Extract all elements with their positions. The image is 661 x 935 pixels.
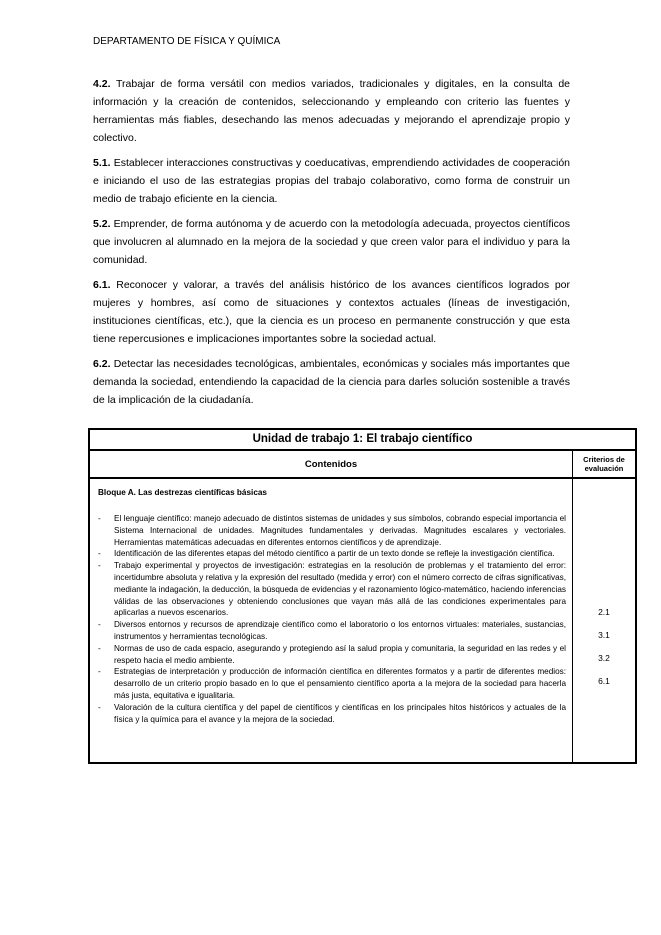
table-header-row	[90, 451, 635, 479]
paragraph-text: Detectar las necesidades tecnológicas, ambientales, económicas y sociales más importantes que demanda la sociedad, entendiendo la capacidad de la ciencia para darles solución sostenible a través de la implicación de la ciudadanía.	[93, 358, 571, 406]
bullet-item	[98, 702, 566, 726]
table-body-row	[90, 479, 635, 762]
criteria-value: 3.2	[598, 653, 610, 663]
bullet-dash: -	[98, 549, 101, 559]
bullet-item	[98, 643, 566, 667]
bullet-text: Valoración de la cultura científica y del papel de científicos y científicas en los principales hitos históricos y actuales de la física y la química para el avance y la mejora de la sociedad.	[114, 702, 566, 724]
bullet-text: El lenguaje científico: manejo adecuado de distintos sistemas de unidades y sus símbolos, cobrando especial importancia el Sistema Internacional de unidades. Magnitudes fundamentales y derivadas. Magnitudes escalares y vectoriales. Herramientas matemáticas adecuadas en diferentes entornos científicos y de aprendizaje.	[114, 514, 566, 547]
paragraph-text: Emprender, de forma autónoma y de acuerdo con la metodología adecuada, proyectos científicos que involucren al alumnado en la mejora de la sociedad y que creen valor para el individuo y para la comunidad.	[93, 218, 570, 266]
paragraph-6-2	[93, 355, 570, 409]
criteria-value: 2.1	[598, 607, 610, 617]
paragraph-6-1	[93, 276, 570, 348]
bullet-text: Diversos entornos y recursos de aprendizaje científico como el laboratorio o los entornos virtuales: materiales, sustancias, instrumentos y herramientas tecnológicas.	[114, 620, 566, 641]
unit-of-work-table	[88, 428, 637, 764]
bullet-dash: -	[98, 643, 101, 653]
bullet-dash: -	[98, 561, 101, 571]
bullet-dash: -	[98, 514, 101, 523]
paragraph-number: 6.2.	[93, 358, 111, 370]
paragraph-number: 4.2.	[93, 78, 111, 90]
paragraph-4-2	[93, 75, 570, 147]
document-header: DEPARTAMENTO DE FÍSICA Y QUÍMICA	[93, 36, 281, 47]
bullet-text: Trabajo experimental y proyectos de investigación: estrategias en la resolución de problemas y el tratamiento del error: incertidumbre absoluta y relativa y la expresión del resultado (medida y error) con el número correcto de cifras significativas, mediante la indagación, la deducción, la búsqueda de evidencias y el razonamiento lógico-matemático, haciendo inferencias válidas de las observaciones y obteniendo conclusiones que vayan más allá de las condiciones experimentales para aplicarlas a nuevos escenarios.	[114, 561, 566, 618]
paragraph-number: 5.2.	[93, 218, 111, 230]
bullet-dash: -	[98, 702, 101, 712]
bullet-item	[98, 619, 566, 643]
paragraph-number: 6.1.	[93, 279, 111, 291]
paragraph-text: Trabajar de forma versátil con medios variados, tradicionales y digitales, en la consulta de información y la creación de contenidos, seleccionando y empleando con criterio las fuentes y herramientas más fiables, desechando las menos adecuadas y mejorando el aprendizaje propio y colectivo.	[93, 78, 570, 144]
column-header-criterios: Criterios de evaluación	[583, 455, 625, 473]
block-heading: Bloque A. Las destrezas científicas básicas	[98, 488, 267, 497]
bullet-item	[98, 666, 566, 701]
bullet-text: Identificación de las diferentes etapas del método científico a partir de un texto donde se refleje la investigación científica.	[114, 549, 555, 559]
bullet-dash: -	[98, 620, 101, 630]
criteria-cell	[573, 479, 635, 762]
table-title: Unidad de trabajo 1: El trabajo científico	[90, 430, 635, 451]
criteria-value: 6.1	[598, 676, 610, 686]
criteria-value: 3.1	[598, 630, 610, 640]
contents-cell	[90, 479, 573, 762]
paragraph-5-2	[93, 215, 570, 269]
bullet-item	[98, 560, 566, 619]
column-header-contenidos: Contenidos	[90, 451, 573, 477]
bullet-dash: -	[98, 667, 101, 677]
paragraph-5-1	[93, 154, 570, 208]
bullet-text: Estrategias de interpretación y producción de información científica en diferentes formatos y a partir de diferentes medios: desarrollo de un criterio propio basado en lo que el pensamiento científico aporta a la mejora de la sociedad para hacerla más justa, equitativa e igualitaria.	[114, 667, 566, 700]
paragraph-text: Establecer interacciones constructivas y coeducativas, emprendiendo actividades de cooperación e iniciando el uso de las estrategias propias del trabajo colaborativo, como forma de construir un medio de trabajo eficiente en la ciencia.	[93, 157, 571, 205]
paragraph-text: Reconocer y valorar, a través del análisis histórico de los avances científicos logrados por mujeres y hombres, así como de situaciones y contextos actuales (líneas de investigación, instituciones científicas, etc.), que la ciencia es un proceso en permanente construcción y que esta tiene repercusiones e implicaciones importantes sobre la sociedad actual.	[93, 279, 571, 345]
bullet-item	[98, 513, 566, 548]
bullet-text: Normas de uso de cada espacio, asegurando y protegiendo así la salud propia y comunitaria, la seguridad en las redes y el respeto hacia el medio ambiente.	[114, 643, 566, 665]
bullet-item	[98, 548, 566, 560]
paragraph-number: 5.1.	[93, 157, 111, 169]
